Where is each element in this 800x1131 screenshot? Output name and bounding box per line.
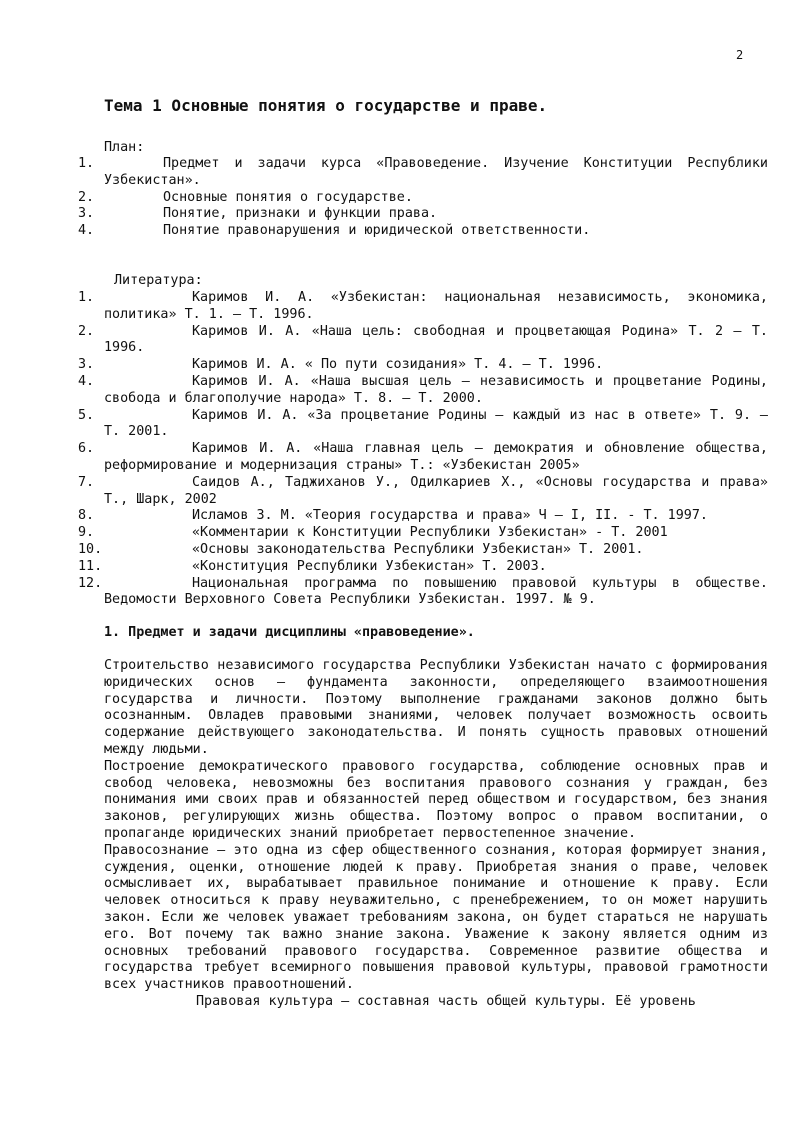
plan-item-number: 2. bbox=[78, 189, 95, 205]
plan-list bbox=[78, 156, 768, 240]
literature-item-text: Каримов И. А. «Узбекистан: национальная независимость, экономика, политика» Т. 1. – Т. 1996. bbox=[104, 290, 768, 322]
literature-item-number: 3. bbox=[78, 357, 95, 373]
section-heading: 1. Предмет и задачи дисциплины «правоведение». bbox=[104, 625, 475, 640]
literature-item bbox=[78, 408, 768, 442]
literature-item-text: «Основы законодательства Республики Узбекистан» Т. 2001. bbox=[192, 541, 644, 557]
literature-item-number: 1. bbox=[78, 290, 95, 305]
body-paragraph: Правовая культура – составная часть общей культуры. Её уровень bbox=[196, 993, 696, 1009]
literature-item-number: 10. bbox=[78, 541, 103, 557]
literature-item-number: 8. bbox=[78, 508, 95, 524]
plan-item-text: Предмет и задачи курса «Правоведение. Изучение Конституции Республики Узбекистан». bbox=[104, 156, 768, 188]
literature-item-text: Каримов И. А. «За процветание Родины – каждый из нас в ответе» Т. 9. – Т. 2001. bbox=[104, 407, 768, 440]
literature-item-text: Каримов И. А. «Наша высшая цель – независимость и процветание Родины, свобода и благополучие народа» Т. 8. – Т. 2000. bbox=[104, 373, 768, 406]
literature-item bbox=[78, 475, 768, 509]
plan-item-number: 3. bbox=[78, 206, 95, 222]
literature-item bbox=[78, 576, 768, 610]
literature-item-text: «Комментарии к Конституции Республики Узбекистан» - Т. 2001 bbox=[192, 525, 668, 541]
plan-item bbox=[78, 223, 768, 240]
literature-item-text: Саидов А., Таджиханов У., Одилкариев Х., «Основы государства и права» Т., Шарк, 2002 bbox=[104, 474, 768, 507]
literature-item-number: 6. bbox=[78, 441, 95, 457]
literature-item-number: 11. bbox=[78, 558, 103, 574]
section-body bbox=[104, 658, 768, 1011]
body-paragraph: Правосознание – это одна из сфер общественного сознания, которая формирует знания, суждения, оценки, отношение людей к праву. Приобретая знания о праве, человек осмысливает их, вырабатывает правильное понимание и отношение к праву. Если человек относиться к праву неуважительно, с пренебрежением, то он может нарушить закон. Если же человек уважает требованиям закона, он будет стараться не нарушать его. Вот почему так важно знание закона. Уважение к закону является одним из основных требований правового государства. Современное развитие общества и государства требует всемирного повышения правовой культуры, правовой грамотности всех участников правоотношений. bbox=[104, 842, 768, 993]
literature-item bbox=[78, 559, 768, 576]
plan-item-text: Понятие правонарушения и юридической ответственности. bbox=[163, 223, 591, 239]
body-paragraph: Построение демократического правового государства, соблюдение основных прав и свобод человека, невозможны без воспитания правового сознания у граждан, без понимания ими своих прав и обязанностей перед обществом и государством, без знания законов, регулирующих жизнь общества. Поэтому вопрос о правом воспитании, о пропаганде юридических знаний приобретает первостепенное значение. bbox=[104, 758, 768, 841]
body-paragraph: Строительство независимого государства Республики Узбекистан начато с формирования юридических основ – фундамента законности, определяющего взаимоотношения государства и личности. Поэтому выполнение гражданами законов должно быть осознанным. Овладев правовыми знаниями, человек получает возможность освоить содержание действующего законодательства. И понять сущность правовых отношений между людьми. bbox=[104, 658, 768, 757]
literature-item bbox=[78, 357, 768, 374]
literature-item bbox=[78, 290, 768, 324]
literature-item-text: Национальная программа по повышению правовой культуры в обществе. Ведомости Верховного Совета Республики Узбекистан. 1997. № 9. bbox=[104, 575, 768, 608]
plan-label: План: bbox=[104, 140, 145, 155]
literature-item bbox=[78, 324, 768, 358]
literature-label: Литература: bbox=[114, 273, 203, 288]
plan-item-number: 1. bbox=[78, 156, 95, 171]
literature-item-text: Каримов И. А. « По пути созидания» Т. 4. – Т. 1996. bbox=[192, 357, 604, 373]
literature-item-text: Каримов И. А. «Наша цель: свободная и процветающая Родина» Т. 2 – Т. 1996. bbox=[104, 323, 768, 356]
literature-item bbox=[78, 374, 768, 408]
literature-item bbox=[78, 542, 768, 559]
literature-item-text: Исламов З. М. «Теория государства и права» Ч – I, II. - Т. 1997. bbox=[192, 508, 708, 524]
page-title: Тема 1 Основные понятия о государстве и праве. bbox=[104, 96, 548, 115]
literature-item-number: 4. bbox=[78, 373, 95, 389]
plan-item-text: Понятие, признаки и функции права. bbox=[163, 206, 438, 222]
literature-item-number: 12. bbox=[78, 575, 103, 591]
plan-item-text: Основные понятия о государстве. bbox=[163, 189, 413, 205]
literature-list bbox=[78, 290, 768, 609]
literature-item-text: «Конституция Республики Узбекистан» Т. 2003. bbox=[192, 558, 547, 574]
literature-item-number: 9. bbox=[78, 525, 95, 541]
literature-item-number: 7. bbox=[78, 474, 95, 490]
plan-item-number: 4. bbox=[78, 223, 95, 239]
literature-item bbox=[78, 508, 768, 525]
literature-item bbox=[78, 525, 768, 542]
plan-item bbox=[78, 206, 768, 223]
literature-item-text: Каримов И. А. «Наша главная цель – демократия и обновление общества, реформирование и модернизация страны» Т.: «Узбекистан 2005» bbox=[104, 441, 768, 473]
page-number: 2 bbox=[736, 48, 744, 62]
literature-item bbox=[78, 441, 768, 475]
literature-item-number: 2. bbox=[78, 323, 95, 339]
plan-item bbox=[78, 156, 768, 190]
plan-item bbox=[78, 190, 768, 207]
literature-item-number: 5. bbox=[78, 407, 95, 423]
